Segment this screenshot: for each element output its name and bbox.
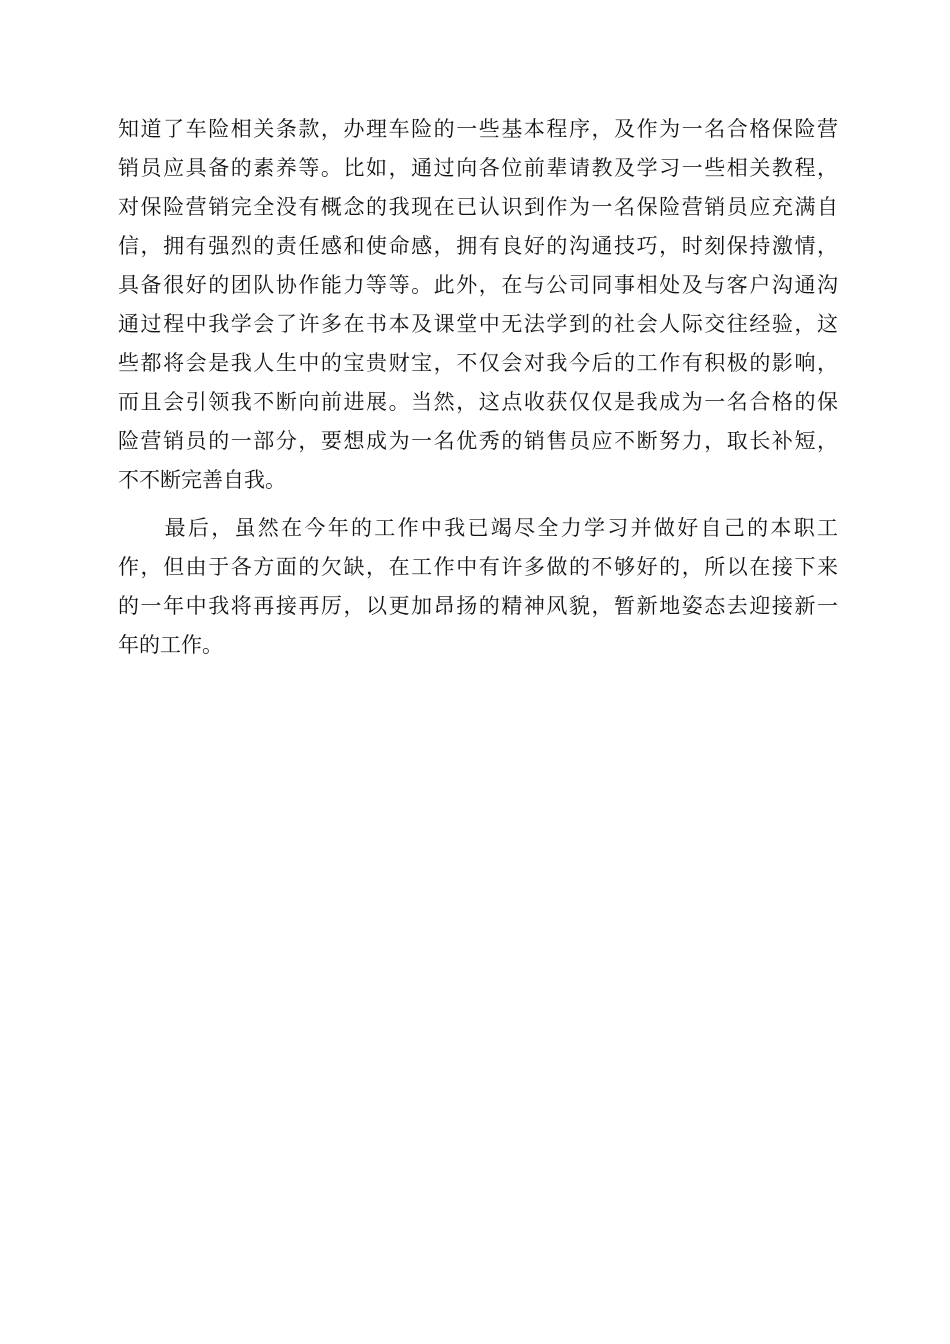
- text-line: 作，但由于各方面的欠缺，在工作中有许多做的不够好的，所以在接下来: [118, 555, 838, 579]
- text-line: 具备很好的团队协作能力等等。此外，在与公司同事相处及与客户沟通沟: [118, 273, 838, 297]
- text-line: 信，拥有强烈的责任感和使命感，拥有良好的沟通技巧，时刻保持激情，: [118, 234, 838, 258]
- text-line: 不不断完善自我。: [118, 468, 286, 492]
- paragraph-spacer: [118, 500, 838, 509]
- text-line: 年的工作。: [118, 633, 223, 657]
- text-line: 销员应具备的素养等。比如，通过向各位前辈请教及学习一些相关教程，: [118, 156, 838, 180]
- text-line: 而且会引领我不断向前进展。当然，这点收获仅仅是我成为一名合格的保: [118, 390, 838, 414]
- text-line: 的一年中我将再接再厉，以更加昂扬的精神风貌，暂新地姿态去迎接新一: [118, 594, 838, 618]
- text-line: 知道了车险相关条款，办理车险的一些基本程序，及作为一名合格保险营: [118, 117, 838, 141]
- paragraph: [118, 110, 838, 500]
- text-line: 险营销员的一部分，要想成为一名优秀的销售员应不断努力，取长补短，: [118, 429, 838, 453]
- document-body: [118, 110, 838, 665]
- text-line: 通过程中我学会了许多在书本及课堂中无法学到的社会人际交往经验，这: [118, 312, 838, 336]
- text-line: 对保险营销完全没有概念的我现在已认识到作为一名保险营销员应充满自: [118, 195, 838, 219]
- text-line: 最后，虽然在今年的工作中我已竭尽全力学习并做好自己的本职工: [118, 516, 838, 540]
- text-line: 些都将会是我人生中的宝贵财宝，不仅会对我今后的工作有积极的影响，: [118, 351, 838, 375]
- paragraph: [118, 509, 838, 665]
